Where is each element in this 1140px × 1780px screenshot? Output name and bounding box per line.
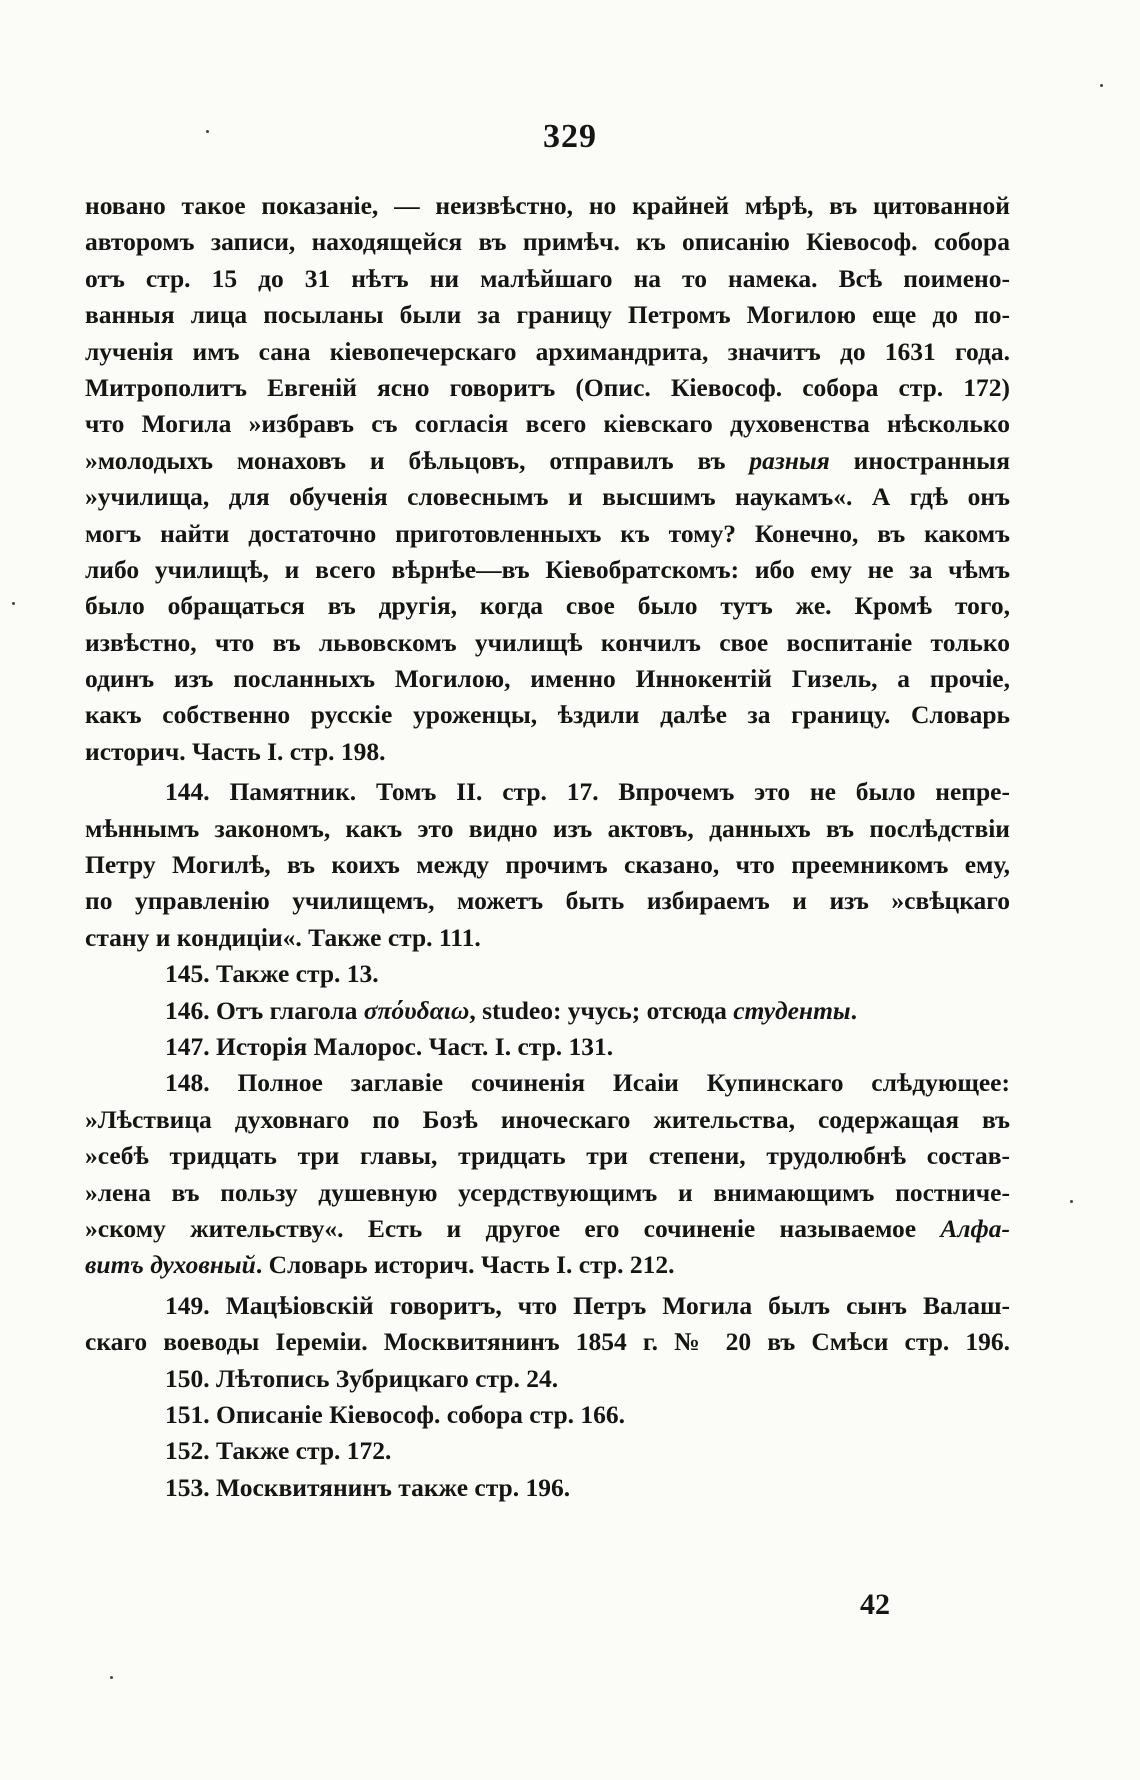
text-line xyxy=(85,1211,1010,1247)
text-line: стану и кондиціи«. Также стр. 111. xyxy=(85,922,481,952)
text-line: отъ стр. 15 до 31 нѣтъ ни малѣйшаго на то намека. Всѣ поимено- xyxy=(85,263,1010,293)
text-line: »Лѣствица духовнаго по Бозѣ иноческаго жительства, содержащая въ xyxy=(85,1104,1010,1134)
italic-text: σπόυδαιω xyxy=(363,995,470,1025)
text-line: что Могила »избравъ съ согласія всего кіевскаго духовенства нѣсколько xyxy=(85,409,1010,439)
italic-text: Алфа- xyxy=(940,1213,1010,1243)
text-line: 148. Полное заглавіе сочиненія Исаіи Купинскаго слѣдующее: xyxy=(165,1068,1010,1098)
text-line: 152. Также стр. 172. xyxy=(165,1436,392,1466)
text-line: историч. Часть I. стр. 198. xyxy=(85,736,386,766)
text-line: какъ собственно русскіе уроженцы, ѣздили далѣе за границу. Словарь xyxy=(85,700,1010,730)
text-line: по управленію училищемъ, можетъ быть избираемъ и изъ »свѣцкаго xyxy=(85,886,1010,916)
text-line xyxy=(85,1247,1010,1283)
italic-text: витъ духовный xyxy=(85,1250,256,1280)
text-segment: »молодыхъ монаховъ и бѣльцовъ, отправилъ въ xyxy=(85,445,750,475)
text-line xyxy=(85,443,1010,479)
signature-mark: 42 xyxy=(860,1588,890,1621)
text-line: Петру Могилѣ, въ коихъ между прочимъ сказано, что преемникомъ ему, xyxy=(85,850,1010,880)
italic-text: студенты xyxy=(733,995,851,1025)
paper-speck xyxy=(1100,84,1103,87)
text-line: авторомъ записи, находящейся въ примѣч. къ описанію Кіевософ. собора xyxy=(85,227,1010,257)
paper-speck xyxy=(110,1676,113,1679)
text-line: 144. Памятник. Томъ II. стр. 17. Впрочемъ это не было непре- xyxy=(165,777,1010,807)
text-line: 151. Описаніе Кіевософ. собора стр. 166. xyxy=(165,1399,626,1429)
text-line: 147. Исторія Малорос. Част. I. стр. 131. xyxy=(165,1031,614,1061)
text-line: 149. Мацѣіовскій говоритъ, что Петръ Могила былъ сынъ Валаш- xyxy=(165,1290,1010,1320)
paper-speck xyxy=(12,602,15,605)
text-line: либо училищѣ, и всего вѣрнѣе—въ Кіевобратскомъ: ибо ему не за чѣмъ xyxy=(85,554,1010,584)
text-line: могъ найти достаточно приготовленныхъ къ тому? Конечно, въ какомъ xyxy=(85,518,1010,548)
text-line: »лена въ пользу душевную усердствующимъ и внимающимъ постниче- xyxy=(85,1177,1010,1207)
text-segment: »скому жительству«. Есть и другое его сочиненіе называемое xyxy=(85,1213,941,1243)
text-line: новано такое показаніе, — неизвѣстно, но крайней мѣрѣ, въ цитованной xyxy=(85,191,1010,220)
text-line: лученія имъ сана кіевопечерскаго архимандрита, значитъ до 1631 года. xyxy=(85,336,1010,366)
text-segment: 146. Отъ глагола xyxy=(165,995,364,1025)
text-line: одинъ изъ посланныхъ Могилою, именно Иннокентій Гизель, а прочіе, xyxy=(85,664,1010,694)
body-text xyxy=(85,188,1010,1506)
italic-text: разныя xyxy=(749,445,830,475)
paper-speck xyxy=(1070,1200,1073,1203)
text-line: ванныя лица посыланы были за границу Петромъ Могилою еще до по- xyxy=(85,300,1010,330)
text-line: 153. Москвитянинъ также стр. 196. xyxy=(165,1472,571,1502)
text-segment: иностранныя xyxy=(829,445,1010,475)
text-line: 145. Также стр. 13. xyxy=(165,959,379,989)
text-line: 150. Лѣтопись Зубрицкаго стр. 24. xyxy=(165,1363,559,1393)
text-segment: . Словарь историч. Часть I. стр. 212. xyxy=(255,1250,675,1280)
paper-speck xyxy=(206,130,209,133)
text-line xyxy=(85,993,1010,1029)
text-line: скаго воеводы Іереміи. Москвитянинъ 1854 г. № 20 въ Смѣси стр. 196. xyxy=(85,1327,1010,1357)
text-segment: . xyxy=(850,995,857,1025)
text-line: »училища, для обученія словеснымъ и высшимъ наукамъ«. А гдѣ онъ xyxy=(85,482,1010,512)
text-line: было обращаться въ другія, когда свое было тутъ же. Кромѣ того, xyxy=(85,591,1010,621)
text-line: мѣннымъ закономъ, какъ это видно изъ актовъ, данныхъ въ послѣдствіи xyxy=(85,813,1010,843)
text-segment: , studeo: учусь; отсюда xyxy=(469,995,734,1025)
text-line: »себѣ тридцать три главы, тридцать три степени, трудолюбнѣ состав- xyxy=(85,1141,1010,1171)
text-line: извѣстно, что въ львовскомъ училищѣ кончилъ свое воспитаніе только xyxy=(85,627,1010,657)
page-number: 329 xyxy=(543,118,597,155)
text-line: Митрополитъ Евгеній ясно говоритъ (Опис. Кіевософ. собора стр. 172) xyxy=(85,372,1010,402)
